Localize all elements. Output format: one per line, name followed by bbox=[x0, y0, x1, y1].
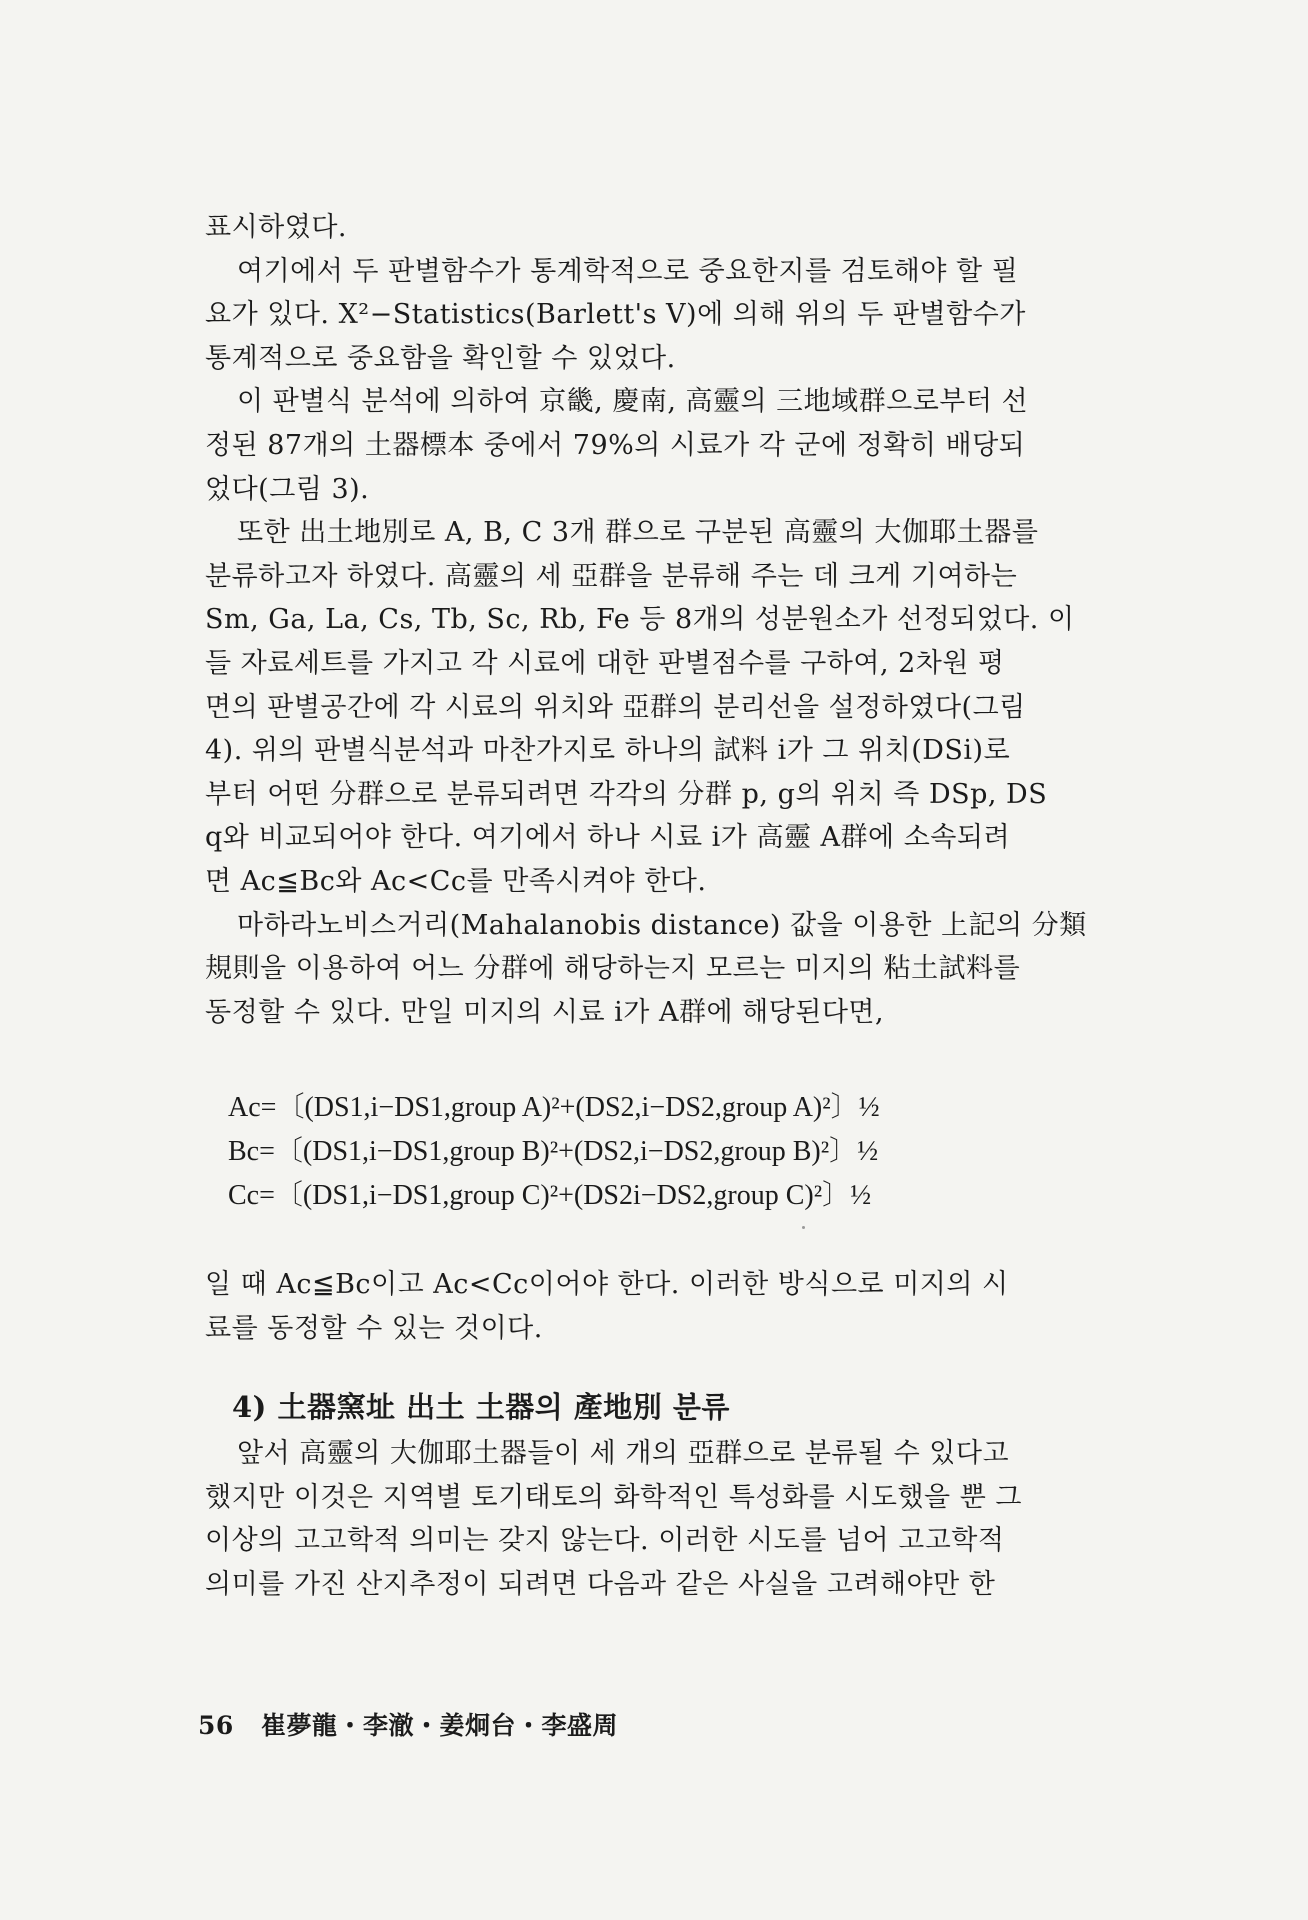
text-line: 規則을 이용하여 어느 分群에 해당하는지 모르는 미지의 粘土試料를 bbox=[205, 953, 1021, 985]
text-line: Sm, Ga, La, Cs, Tb, Sc, Rb, Fe 등 8개의 성분원소가 선정되었다. 이 bbox=[205, 604, 1075, 636]
footer-authors: 崔夢龍・李澈・姜炯台・李盛周 bbox=[261, 1711, 619, 1740]
text-line: 의미를 가진 산지추정이 되려면 다음과 같은 사실을 고려해야만 한 bbox=[205, 1568, 996, 1600]
text-line: 정된 87개의 土器標本 중에서 79%의 시료가 각 군에 정확히 배당되 bbox=[205, 429, 1026, 461]
text-line: 했지만 이것은 지역별 토기태토의 화학적인 특성화를 시도했을 뿐 그 bbox=[205, 1481, 1022, 1513]
equation-block bbox=[228, 1086, 988, 1218]
text-line: 통계적으로 중요함을 확인할 수 있었다. bbox=[205, 342, 676, 374]
text-line: 료를 동정할 수 있는 것이다. bbox=[205, 1312, 543, 1344]
text-line: 표시하였다. bbox=[205, 212, 347, 243]
text-line: 4). 위의 판별식분석과 마찬가지로 하나의 試料 i가 그 위치(DSi)로 bbox=[205, 735, 1011, 767]
text-line: 앞서 高靈의 大伽耶土器들이 세 개의 亞群으로 분류될 수 있다고 bbox=[237, 1438, 1010, 1469]
text-line: 동정할 수 있다. 만일 미지의 시료 i가 A群에 해당된다면, bbox=[205, 996, 885, 1028]
print-speck bbox=[802, 1226, 805, 1229]
body-text-bottom bbox=[205, 1432, 1155, 1606]
text-line: 면의 판별공간에 각 시료의 위치와 亞群의 분리선을 설정하였다(그림 bbox=[205, 691, 1026, 723]
body-text-after-equations bbox=[205, 1263, 1155, 1350]
text-line: 들 자료세트를 가지고 각 시료에 대한 판별점수를 구하여, 2차원 평 bbox=[205, 647, 1005, 679]
equation-cc: Cc=〔(DS1,i−DS1,group C)²+(DS2i−DS2,group C)²〕½ bbox=[228, 1180, 872, 1211]
text-line: 요가 있다. X²−Statistics(Barlett's V)에 의해 위의 두 판별함수가 bbox=[205, 299, 1026, 331]
text-line: 여기에서 두 판별함수가 통계학적으로 중요한지를 검토해야 할 필 bbox=[237, 255, 1019, 287]
text-line: 이 판별식 분석에 의하여 京畿, 慶南, 高靈의 三地域群으로부터 선 bbox=[237, 386, 1029, 418]
section-heading: 4) 土器窯址 出土 土器의 產地別 분류 bbox=[232, 1390, 730, 1424]
text-line: q와 비교되어야 한다. 여기에서 하나 시료 i가 高靈 A群에 소속되려 bbox=[205, 822, 1011, 854]
text-line: 었다(그림 3). bbox=[205, 473, 370, 505]
text-line: 부터 어떤 分群으로 분류되려면 각각의 分群 p, g의 위치 즉 DSp, DS bbox=[205, 778, 1048, 810]
page-number: 56 bbox=[198, 1711, 234, 1740]
text-line: 마하라노비스거리(Mahalanobis distance) 값을 이용한 上記의 分類 bbox=[237, 909, 1087, 941]
equation-bc: Bc=〔(DS1,i−DS1,group B)²+(DS2,i−DS2,group B)²〕½ bbox=[228, 1136, 879, 1167]
text-line: 면 Ac≦Bc와 Ac<Cc를 만족시켜야 한다. bbox=[205, 865, 707, 897]
text-line: 이상의 고고학적 의미는 갖지 않는다. 이러한 시도를 넘어 고고학적 bbox=[205, 1525, 1005, 1557]
equation-ac: Ac=〔(DS1,i−DS1,group A)²+(DS2,i−DS2,group A)²〕½ bbox=[228, 1092, 880, 1123]
body-text-top bbox=[205, 206, 1155, 1034]
text-line: 일 때 Ac≦Bc이고 Ac<Cc이어야 한다. 이러한 방식으로 미지의 시 bbox=[205, 1269, 1009, 1300]
text-line: 또한 出土地別로 A, B, C 3개 群으로 구분된 高靈의 大伽耶土器를 bbox=[237, 517, 1039, 549]
text-line: 분류하고자 하였다. 高靈의 세 亞群을 분류해 주는 데 크게 기여하는 bbox=[205, 560, 1018, 592]
page-footer bbox=[198, 1706, 618, 1742]
